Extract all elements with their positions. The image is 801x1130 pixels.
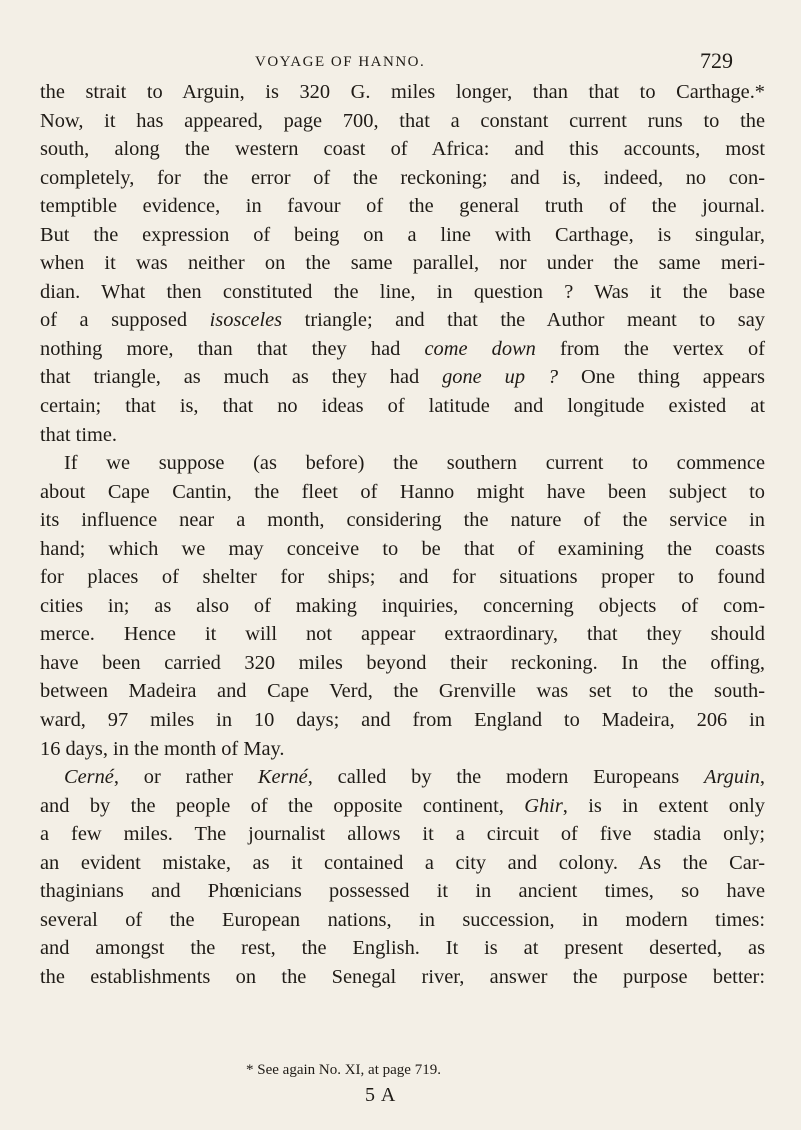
italic-term: Kerné: [257, 766, 308, 789]
text-line: have been carried 320 miles beyond their reckoning. In the offing,: [40, 651, 765, 674]
text-line: cities in; as also of making inquiries, concerning objects of com-: [40, 594, 765, 617]
text-line: and by the people of the opposite continent, Ghir, is in extent only: [40, 794, 765, 817]
text-line: But the expression of being on a line with Carthage, is singular,: [40, 223, 765, 246]
italic-term: Arguin: [704, 766, 760, 789]
text-line: that time.: [40, 423, 118, 446]
signature-mark: 5 A: [365, 1084, 397, 1106]
text-line: Cerné, or rather Kerné, called by the modern Europeans Arguin,: [64, 766, 765, 789]
text-line: for places of shelter for ships; and for situations proper to found: [40, 566, 765, 589]
text-line: certain; that is, that no ideas of latitude and longitude existed at: [40, 395, 765, 418]
text-line: completely, for the error of the reckoning; and is, indeed, no con-: [40, 166, 765, 189]
text-line: temptible evidence, in favour of the general truth of the journal.: [40, 195, 765, 218]
text-line: 16 days, in the month of May.: [40, 737, 285, 760]
text-line: the establishments on the Senegal river, answer the purpose better:: [40, 965, 765, 988]
italic-term: Cerné: [64, 766, 114, 789]
text-line: ward, 97 miles in 10 days; and from England to Madeira, 206 in: [40, 709, 765, 732]
body-text: [40, 78, 765, 992]
text-line: dian. What then constituted the line, in question ? Was it the base: [40, 280, 765, 303]
text-line: If we suppose (as before) the southern current to commence: [64, 452, 765, 475]
text-line: about Cape Cantin, the fleet of Hanno might have been subject to: [40, 480, 765, 503]
footnote: * See again No. XI, at page 719.: [246, 1062, 441, 1078]
text-line: when it was neither on the same parallel, nor under the same meri-: [40, 252, 765, 275]
running-title: VOYAGE OF HANNO.: [255, 54, 426, 70]
text-line: thaginians and Phœnicians possessed it in ancient times, so have: [40, 880, 765, 903]
text-line: several of the European nations, in succession, in modern times:: [40, 908, 765, 931]
text-line: hand; which we may conceive to be that of examining the coasts: [40, 537, 765, 560]
text-line: nothing more, than that they had come down from the vertex of: [40, 337, 765, 360]
text-line: an evident mistake, as it contained a city and colony. As the Car-: [40, 851, 765, 874]
text-line: its influence near a month, considering the nature of the service in: [40, 509, 765, 532]
text-line: south, along the western coast of Africa: and this accounts, most: [40, 138, 765, 161]
italic-term: gone up ?: [442, 366, 559, 389]
page-number: 729: [700, 48, 733, 73]
text-line: Now, it has appeared, page 700, that a constant current runs to the: [40, 109, 765, 132]
text-line: between Madeira and Cape Verd, the Grenville was set to the south-: [40, 680, 765, 703]
italic-term: come down: [424, 337, 536, 360]
text-line: and amongst the rest, the English. It is at present deserted, as: [40, 937, 765, 960]
text-line: a few miles. The journalist allows it a circuit of five stadia only;: [40, 823, 765, 846]
text-line: that triangle, as much as they had gone up ? One thing appears: [40, 366, 765, 389]
text-line: merce. Hence it will not appear extraordinary, that they should: [40, 623, 765, 646]
text-line: of a supposed isosceles triangle; and that the Author meant to say: [40, 309, 765, 332]
text-line: the strait to Arguin, is 320 G. miles longer, than that to Carthage.*: [40, 81, 765, 103]
italic-term: isosceles: [209, 309, 283, 332]
italic-term: Ghir: [524, 794, 563, 817]
